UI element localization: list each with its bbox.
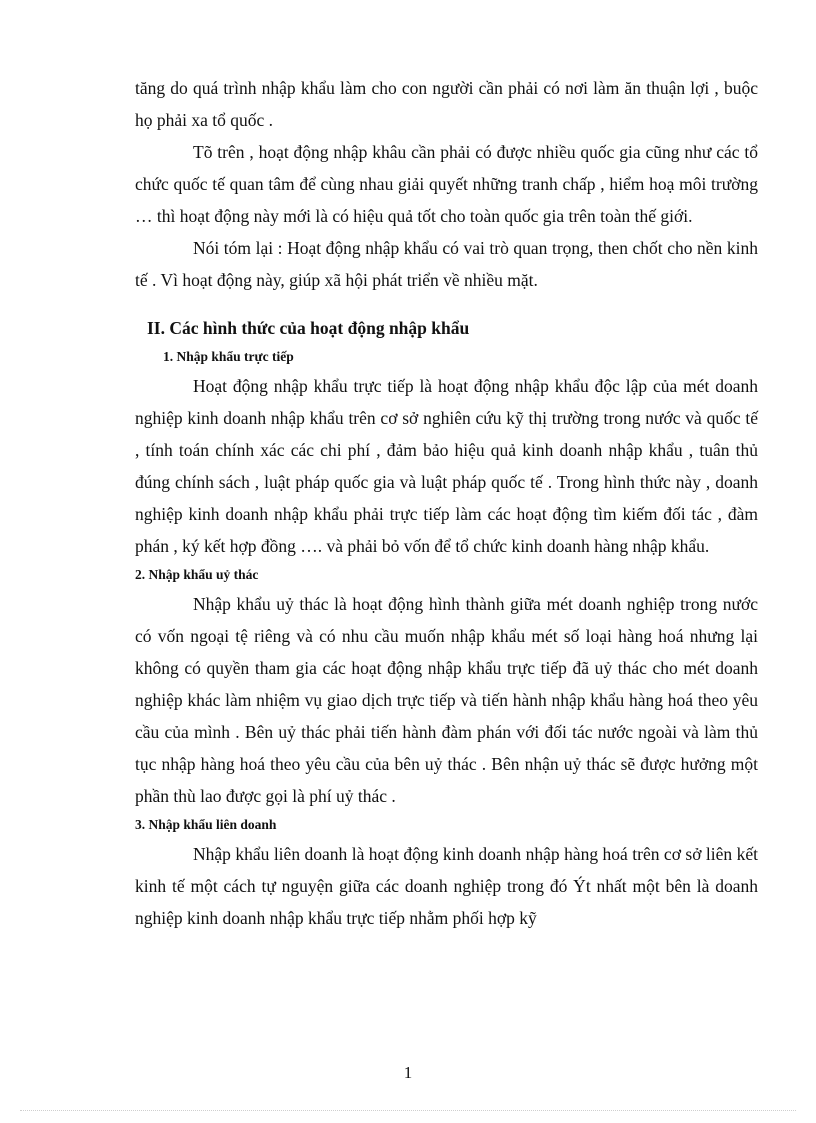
subsection-heading-joint-venture-import: 3. Nhập khẩu liên doanh bbox=[135, 817, 277, 832]
paragraph-direct-import: Hoạt động nhập khẩu trực tiếp là hoạt động nhập khẩu độc lập của mét doanh nghiệp kinh doanh nhập khẩu trên cơ sở nghiên cứu kỹ thị trường trong nước và quốc tế , tính toán chính xác các chi phí , đảm bảo hiệu quả kinh doanh nhập khẩu , tuân thủ đúng chính sách , luật pháp quốc gia và luật pháp quốc tế . Trong hình thức này , doanh nghiệp kinh doanh nhập khẩu phải trực tiếp làm các hoạt động tìm kiếm đối tác , đàm phán , ký kết hợp đồng …. và phải bỏ vốn để tổ chức kinh doanh hàng nhập khẩu. bbox=[135, 376, 758, 556]
paragraph-joint-venture-import: Nhập khẩu liên doanh là hoạt động kinh doanh nhập hàng hoá trên cơ sở liên kết kinh tế một cách tự nguyện giữa các doanh nghiệp trong đó Ýt nhất một bên là doanh nghiệp kinh doanh nhập khẩu trực tiếp nhằm phối hợp kỹ bbox=[135, 844, 758, 928]
paragraph-summary: Nói tóm lại : Hoạt động nhập khẩu có vai trò quan trọng, then chốt cho nền kinh tế . Vì hoạt động này, giúp xã hội phát triển về nhiều mặt. bbox=[135, 238, 758, 290]
paragraph-entrusted-import: Nhập khẩu uỷ thác là hoạt động hình thành giữa mét doanh nghiệp trong nước có vốn ngoại tệ riêng và có nhu cầu muốn nhập khẩu mét số loại hàng hoá nhưng lại không có quyền tham gia các hoạt động nhập khẩu trực tiếp đã uỷ thác cho mét doanh nghiệp khác làm nhiệm vụ giao dịch trực tiếp và tiến hành nhập khẩu hàng hoá theo yêu cầu của mình . Bên uỷ thác phải tiến hành đàm phán với đối tác nước ngoài và làm thủ tục nhập hàng hoá theo yêu cầu của bên uỷ thác . Bên nhận uỷ thác sẽ được hưởng một phần thù lao được gọi là phí uỷ thác . bbox=[135, 594, 758, 806]
page-content bbox=[135, 72, 758, 934]
subsection-heading-entrusted-import: 2. Nhập khẩu uỷ thác bbox=[135, 567, 259, 582]
paragraph-continuation: tăng do quá trình nhập khẩu làm cho con người cần phải có nơi làm ăn thuận lợi , buộc họ phải xa tổ quốc . bbox=[135, 78, 758, 130]
section-heading: II. Các hình thức của hoạt động nhập khẩu bbox=[147, 318, 470, 338]
paragraph-conclusion-international: Tõ trên , hoạt động nhập khâu cần phải có được nhiều quốc gia cũng như các tổ chức quốc tế quan tâm để cùng nhau giải quyết những tranh chấp , hiểm hoạ môi trường … thì hoạt động này mới là có hiệu quả tốt cho toàn quốc gia trên toàn thế giới. bbox=[135, 142, 758, 226]
page-number: 1 bbox=[403, 1063, 413, 1082]
page-bottom-divider bbox=[20, 1110, 796, 1111]
subsection-heading-direct-import: 1. Nhập khẩu trực tiếp bbox=[163, 349, 294, 364]
